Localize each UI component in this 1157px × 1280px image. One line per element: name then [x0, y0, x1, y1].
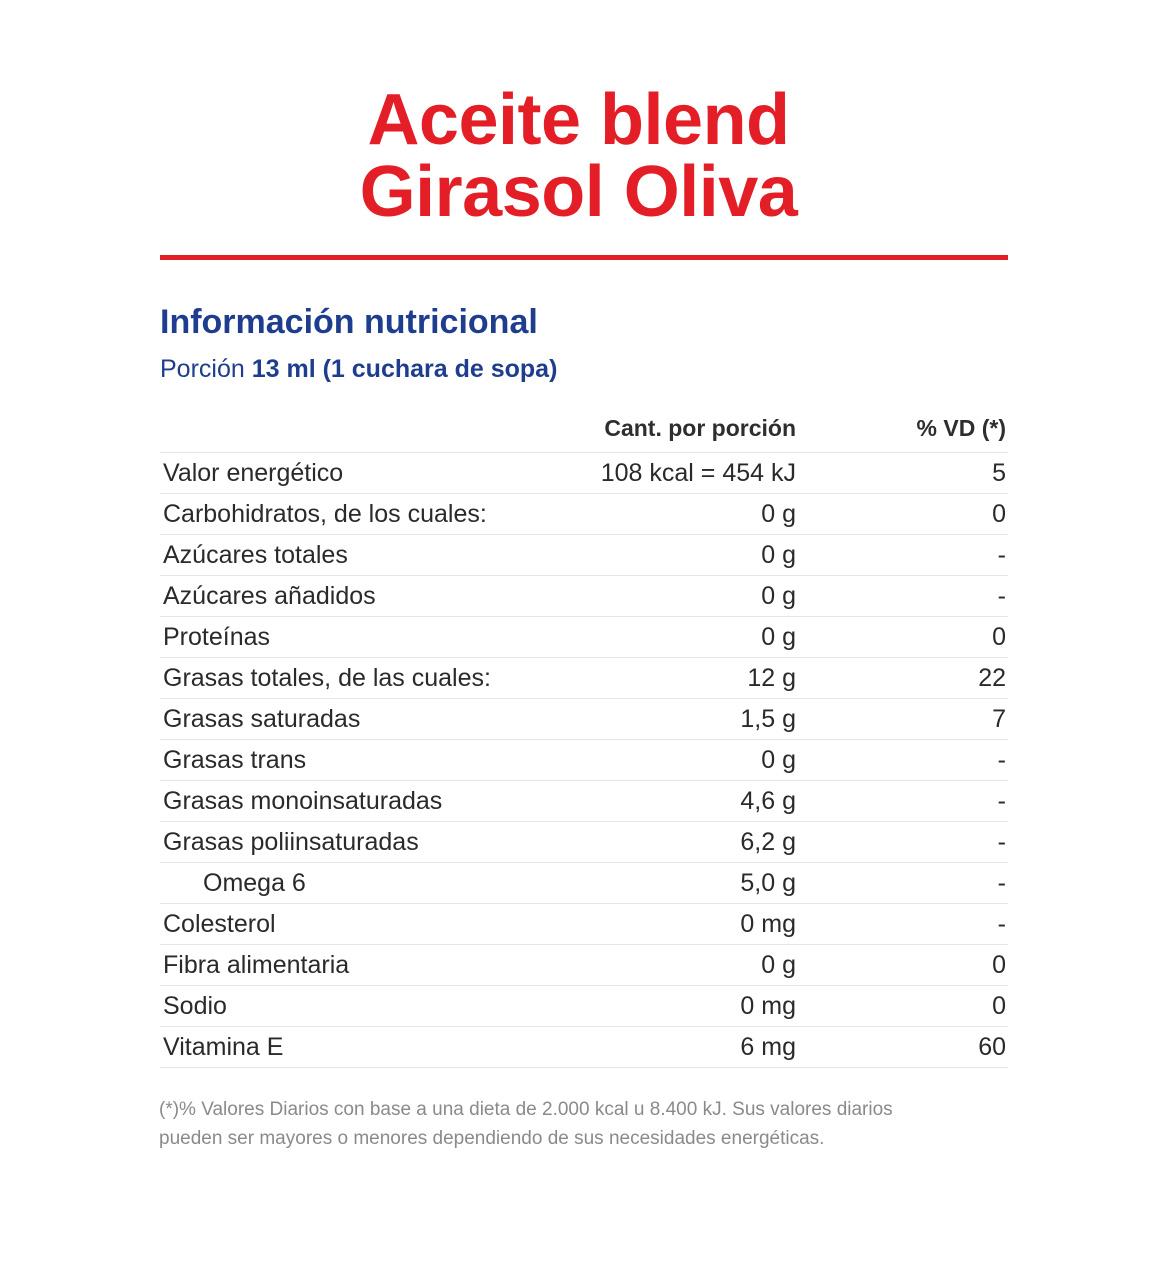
table-row	[160, 535, 1008, 576]
table-row	[160, 740, 1008, 781]
cell-vd: -	[997, 868, 1006, 897]
cell-name: Proteínas	[163, 622, 271, 651]
cell-amount: 0 g	[761, 622, 796, 651]
cell-name: Carbohidratos, de los cuales:	[163, 499, 487, 528]
cell-vd: 7	[992, 704, 1006, 733]
cell-vd: -	[997, 540, 1006, 569]
cell-vd: -	[997, 581, 1006, 610]
portion-value: 13 ml (1 cuchara de sopa)	[251, 355, 558, 383]
cell-amount: 0 g	[761, 950, 796, 979]
cell-name: Omega 6	[203, 868, 306, 897]
table-row	[160, 617, 1008, 658]
footnote-line-2: pueden ser mayores o menores dependiendo de sus necesidades energéticas.	[159, 1128, 825, 1149]
table-row	[160, 781, 1008, 822]
cell-amount: 108 kcal = 454 kJ	[600, 458, 796, 487]
footnote	[159, 1095, 1019, 1153]
nutrition-table	[160, 405, 1008, 1068]
footnote-line-1: (*)% Valores Diarios con base a una dieta de 2.000 kcal u 8.400 kJ. Sus valores diarios	[159, 1099, 893, 1120]
cell-amount: 0 mg	[740, 991, 796, 1020]
table-row	[160, 822, 1008, 863]
cell-vd: 0	[992, 622, 1006, 651]
cell-vd: 22	[978, 663, 1006, 692]
cell-name: Grasas totales, de las cuales:	[163, 663, 491, 692]
cell-vd: -	[997, 786, 1006, 815]
table-row	[160, 494, 1008, 535]
table-row	[160, 453, 1008, 494]
cell-name: Azúcares totales	[163, 540, 348, 569]
table-row	[160, 945, 1008, 986]
cell-name: Grasas monoinsaturadas	[163, 786, 443, 815]
cell-amount: 4,6 g	[740, 786, 796, 815]
cell-amount: 6 mg	[740, 1032, 796, 1061]
cell-vd: 0	[992, 950, 1006, 979]
nutrition-heading: Información nutricional	[160, 303, 538, 341]
cell-vd: 5	[992, 458, 1006, 487]
product-title-line-1: Aceite blend	[367, 80, 790, 160]
table-row	[160, 658, 1008, 699]
cell-name: Colesterol	[163, 909, 276, 938]
portion-label: Porción	[160, 355, 245, 383]
cell-name: Grasas poliinsaturadas	[163, 827, 419, 856]
product-title	[0, 80, 1157, 232]
cell-name: Sodio	[163, 991, 227, 1020]
table-row	[160, 699, 1008, 740]
cell-amount: 6,2 g	[740, 827, 796, 856]
cell-vd: 0	[992, 499, 1006, 528]
cell-name: Valor energético	[163, 458, 344, 487]
title-divider	[160, 255, 1008, 260]
cell-amount: 0 g	[761, 745, 796, 774]
table-row	[160, 863, 1008, 904]
cell-vd: -	[997, 827, 1006, 856]
cell-amount: 5,0 g	[740, 868, 796, 897]
cell-amount: 0 mg	[740, 909, 796, 938]
table-body	[160, 453, 1008, 1068]
header-vd: % VD (*)	[916, 415, 1006, 441]
cell-vd: -	[997, 909, 1006, 938]
cell-name: Fibra alimentaria	[163, 950, 350, 979]
cell-amount: 12 g	[747, 663, 796, 692]
table-row	[160, 1027, 1008, 1068]
cell-name: Vitamina E	[163, 1032, 284, 1061]
table-row	[160, 986, 1008, 1027]
cell-amount: 0 g	[761, 540, 796, 569]
table-row	[160, 576, 1008, 617]
cell-vd: 60	[978, 1032, 1006, 1061]
cell-name: Grasas trans	[163, 745, 307, 774]
cell-amount: 0 g	[761, 581, 796, 610]
portion-info	[160, 353, 557, 385]
table-row	[160, 904, 1008, 945]
cell-vd: -	[997, 745, 1006, 774]
cell-vd: 0	[992, 991, 1006, 1020]
cell-name: Grasas saturadas	[163, 704, 361, 733]
cell-amount: 0 g	[761, 499, 796, 528]
cell-name: Azúcares añadidos	[163, 581, 376, 610]
product-title-line-2: Girasol Oliva	[359, 152, 798, 232]
cell-amount: 1,5 g	[740, 704, 796, 733]
header-amount: Cant. por porción	[604, 415, 796, 441]
table-header	[160, 405, 1008, 453]
